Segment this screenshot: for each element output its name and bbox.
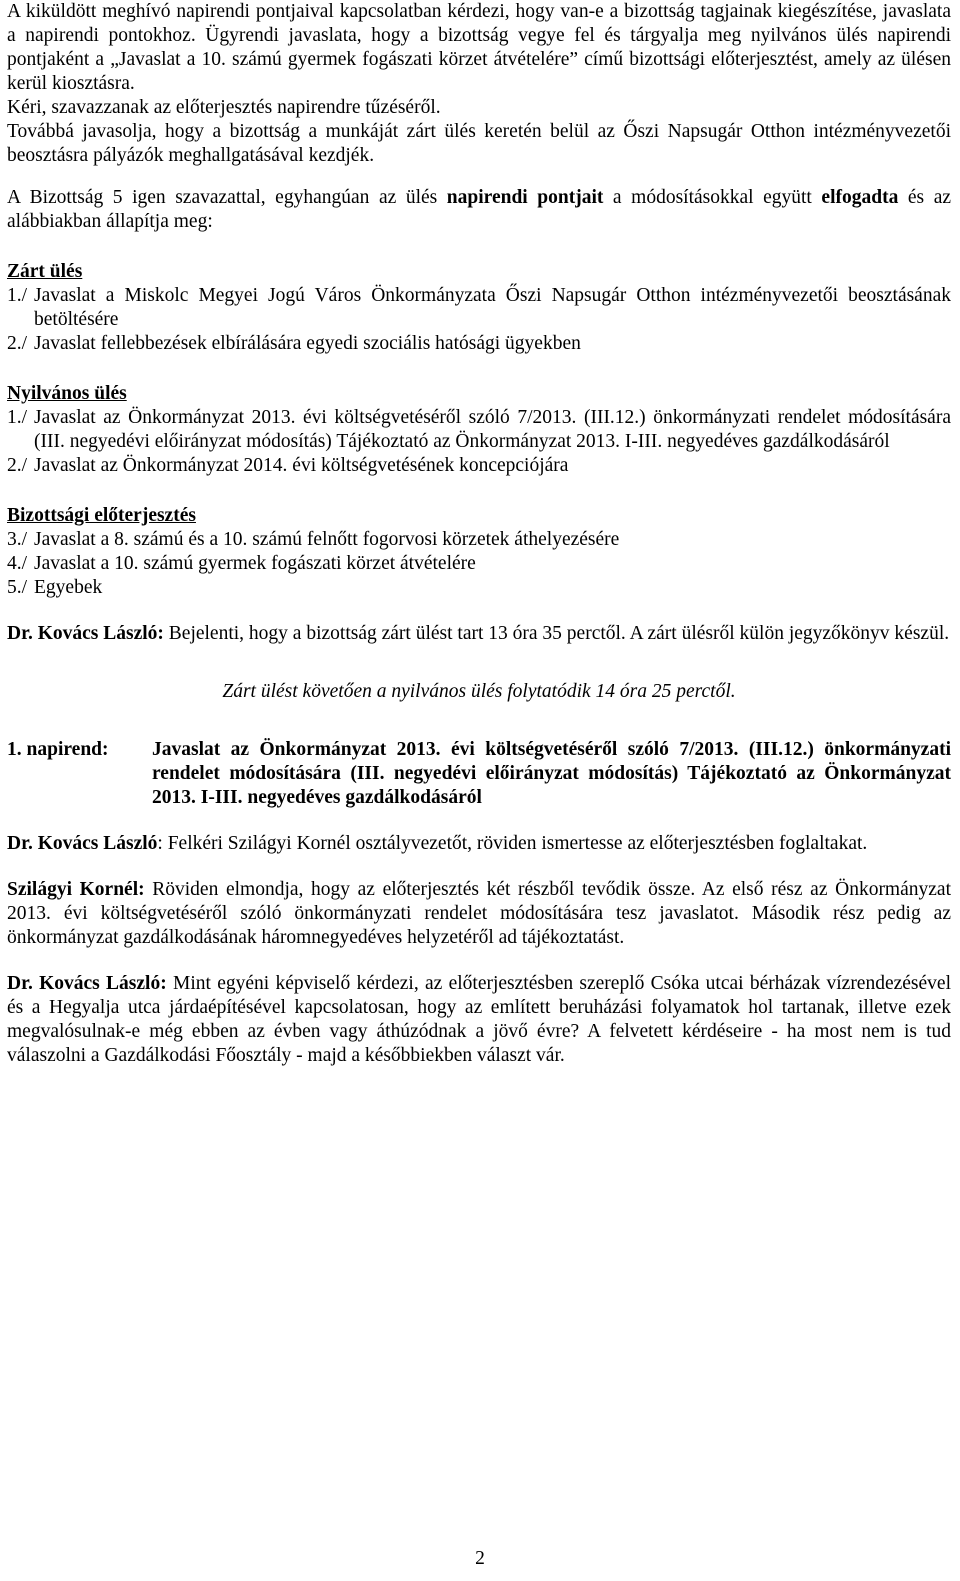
chair-request-paragraph	[7, 832, 951, 856]
list-item	[7, 406, 951, 454]
item-number: 1./	[7, 407, 28, 428]
item-number: 1./	[7, 285, 28, 306]
session-continuation-note: Zárt ülést követően a nyilvános ülés folytatódik 14 óra 25 perctől.	[222, 681, 736, 702]
list-item	[7, 576, 951, 600]
vote-bold-1: napirendi pontjait	[446, 187, 604, 208]
item-text: Egyebek	[34, 577, 103, 598]
speaker-name: Dr. Kovács László:	[7, 973, 167, 994]
item-number: 2./	[7, 455, 28, 476]
agenda-number: 1. napirend:	[7, 739, 109, 760]
item-number: 2./	[7, 333, 28, 354]
agenda-title: Javaslat az Önkormányzat 2013. évi költségvetéséről szóló 7/2013. (III.12.) önkormányzati rendelet módosítására (III. negyedévi előirányzat módosítás) Tájékoztató az Önkormányzat 2013. I-III. negyedéves gazdálkodásáról	[152, 739, 951, 808]
list-item	[7, 454, 951, 478]
list-item	[7, 552, 951, 576]
vote-text-2: a módosításokkal együtt	[603, 187, 822, 208]
department-head-paragraph	[7, 878, 951, 950]
speaker-text: Röviden elmondja, hogy az előterjesztés két részből tevődik össze. Az első rész az Önkormányzat 2013. évi költségvetéséről szóló önkormányzati rendelet módosítására tesz javaslatot. Második rész pedig az önkormányzat gazdálkodásának háromnegyedéves helyzetéről ad tájékoztatást.	[7, 879, 951, 948]
item-number: 5./	[7, 577, 28, 598]
item-number: 4./	[7, 553, 28, 574]
list-item	[7, 284, 951, 332]
vote-text-3: és az alábbiakban állapítja meg:	[7, 187, 951, 232]
speaker-name: Dr. Kovács László	[7, 833, 158, 854]
speaker-text: : Felkéri Szilágyi Kornél osztályvezetőt, röviden ismertesse az előterjesztésben foglaltakat.	[157, 833, 868, 854]
speaker-name: Szilágyi Kornél:	[7, 879, 145, 900]
item-text: Javaslat a Miskolc Megyei Jogú Város Önkormányzata Őszi Napsugár Otthon intézményvezetői beosztásának betöltésére	[34, 285, 951, 330]
speaker-text: Bejelenti, hogy a bizottság zárt ülést tart 13 óra 35 perctől. A zárt ülésről külön jegyzőkönyv készül.	[163, 623, 950, 644]
item-text: Javaslat az Önkormányzat 2014. évi költségvetésének koncepciójára	[34, 455, 569, 476]
item-text: Javaslat fellebbezések elbírálására egyedi szociális hatósági ügyekben	[34, 333, 581, 354]
chair-question-paragraph	[7, 972, 951, 1068]
page-number: 2	[475, 1548, 485, 1569]
chair-announcement-paragraph	[7, 622, 951, 646]
vote-text-1: A Bizottság 5 igen szavazattal, egyhangúan az ülés	[7, 187, 447, 208]
committee-proposal-heading: Bizottsági előterjesztés	[7, 505, 196, 526]
list-item	[7, 332, 951, 356]
item-text: Javaslat az Önkormányzat 2013. évi költségvetéséről szóló 7/2013. (III.12.) önkormányzati rendelet módosítására (III. negyedévi előirányzat módosítás) Tájékoztató az Önkormányzat 2013. I-III. negyedéves gazdálkodásáról	[34, 407, 951, 452]
intro-paragraph: A kiküldött meghívó napirendi pontjaival kapcsolatban kérdezi, hogy van-e a bizottság tagjainak kiegészítése, javaslata a napirendi pontokhoz. Ügyrendi javaslata, hogy a bizottság vegye fel és tárgyalja meg nyilvános ülés napirendi pontjaként a „Javaslat a 10. számú gyermek fogászati körzet átvételére” című bizottsági előterjesztést, amely az ülésen kerül kiosztásra.	[7, 1, 951, 94]
item-text: Javaslat a 10. számú gyermek fogászati körzet átvételére	[34, 553, 476, 574]
public-session-heading: Nyilvános ülés	[7, 383, 127, 404]
agenda-item-heading	[7, 738, 951, 810]
vote-request-paragraph: Kéri, szavazzanak az előterjesztés napirendre tűzéséről.	[7, 97, 441, 118]
speaker-name: Dr. Kovács László:	[7, 623, 164, 644]
speaker-text: Mint egyéni képviselő kérdezi, az előterjesztésben szereplő Csóka utcai bérházak vízrendezésével és a Hegyalja utca járdaépítésével kapcsolatosan, hogy az említett beruházási folyamatok hol tartanak, illetve ezek megvalósulnak-e még ebben az évben vagy áthúzódnak a jövő évre? A felvetett kérdéseire - ha most nem is tud válaszolni a Gazdálkodási Főosztály - majd a későbbiekben választ vár.	[7, 973, 951, 1066]
item-text: Javaslat a 8. számú és a 10. számú felnőtt fogorvosi körzetek áthelyezésére	[34, 529, 620, 550]
vote-result-paragraph	[7, 186, 951, 234]
item-number: 3./	[7, 529, 28, 550]
closed-session-heading: Zárt ülés	[7, 261, 83, 282]
proposal-paragraph: Továbbá javasolja, hogy a bizottság a munkáját zárt ülés keretén belül az Őszi Napsugár Otthon intézményvezetői beosztásra pályázók meghallgatásával kezdjék.	[7, 121, 951, 166]
document-page	[7, 0, 951, 1068]
list-item	[7, 528, 951, 552]
vote-bold-2: elfogadta	[821, 187, 899, 208]
